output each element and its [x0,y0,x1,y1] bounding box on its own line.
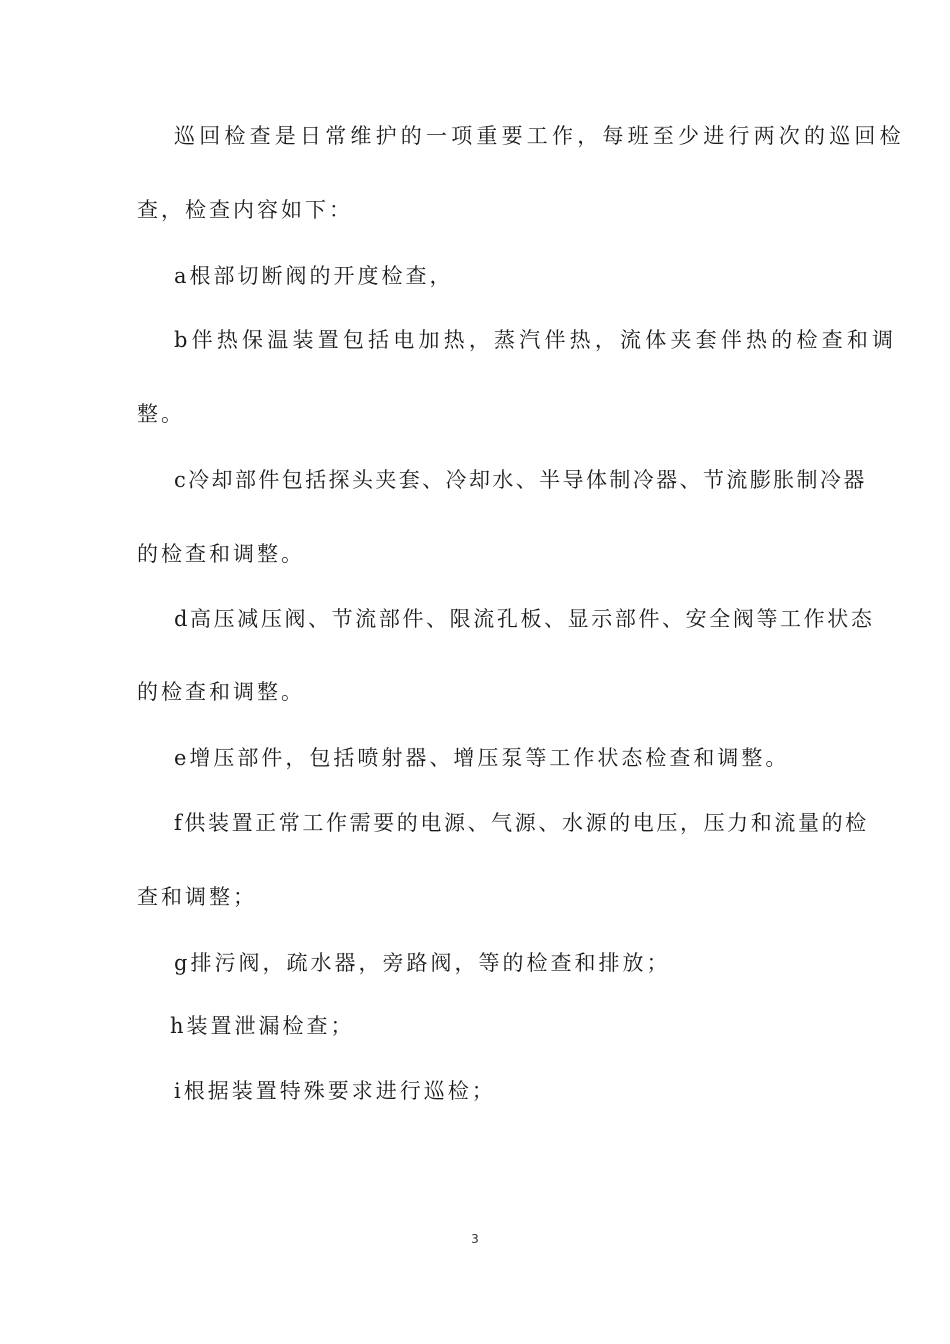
item-d-line-2: 的检查和调整。 [137,680,305,704]
item-f-line-1: f供装置正常工作需要的电源、气源、水源的电压，压力和流量的检 [174,811,869,835]
item-b-line-1: b伴热保温装置包括电加热，蒸汽伴热，流体夹套伴热的检查和调 [174,328,898,352]
item-e: e增压部件，包括喷射器、增压泵等工作状态检查和调整。 [174,746,790,770]
page-number: 3 [471,1232,479,1246]
item-a: a根部切断阀的开度检查， [174,264,454,288]
paragraph-intro-line-2: 查，检查内容如下： [137,198,353,222]
item-g: g排污阀，疏水器，旁路阀，等的检查和排放； [174,951,671,975]
item-d-line-1: d高压减压阀、节流部件、限流孔板、显示部件、安全阀等工作状态 [174,607,875,631]
item-b-line-2: 整。 [137,402,185,426]
item-h: h装置泄漏检查； [170,1014,355,1038]
item-c-line-1: c冷却部件包括探头夹套、冷却水、半导体制冷器、节流膨胀制冷器 [174,468,867,492]
item-c-line-2: 的检查和调整。 [137,542,305,566]
item-f-line-2: 查和调整； [137,885,257,909]
paragraph-intro-line-1: 巡回检查是日常维护的一项重要工作，每班至少进行两次的巡回检 [174,124,905,148]
item-i: i根据装置特殊要求进行巡检； [174,1079,496,1103]
